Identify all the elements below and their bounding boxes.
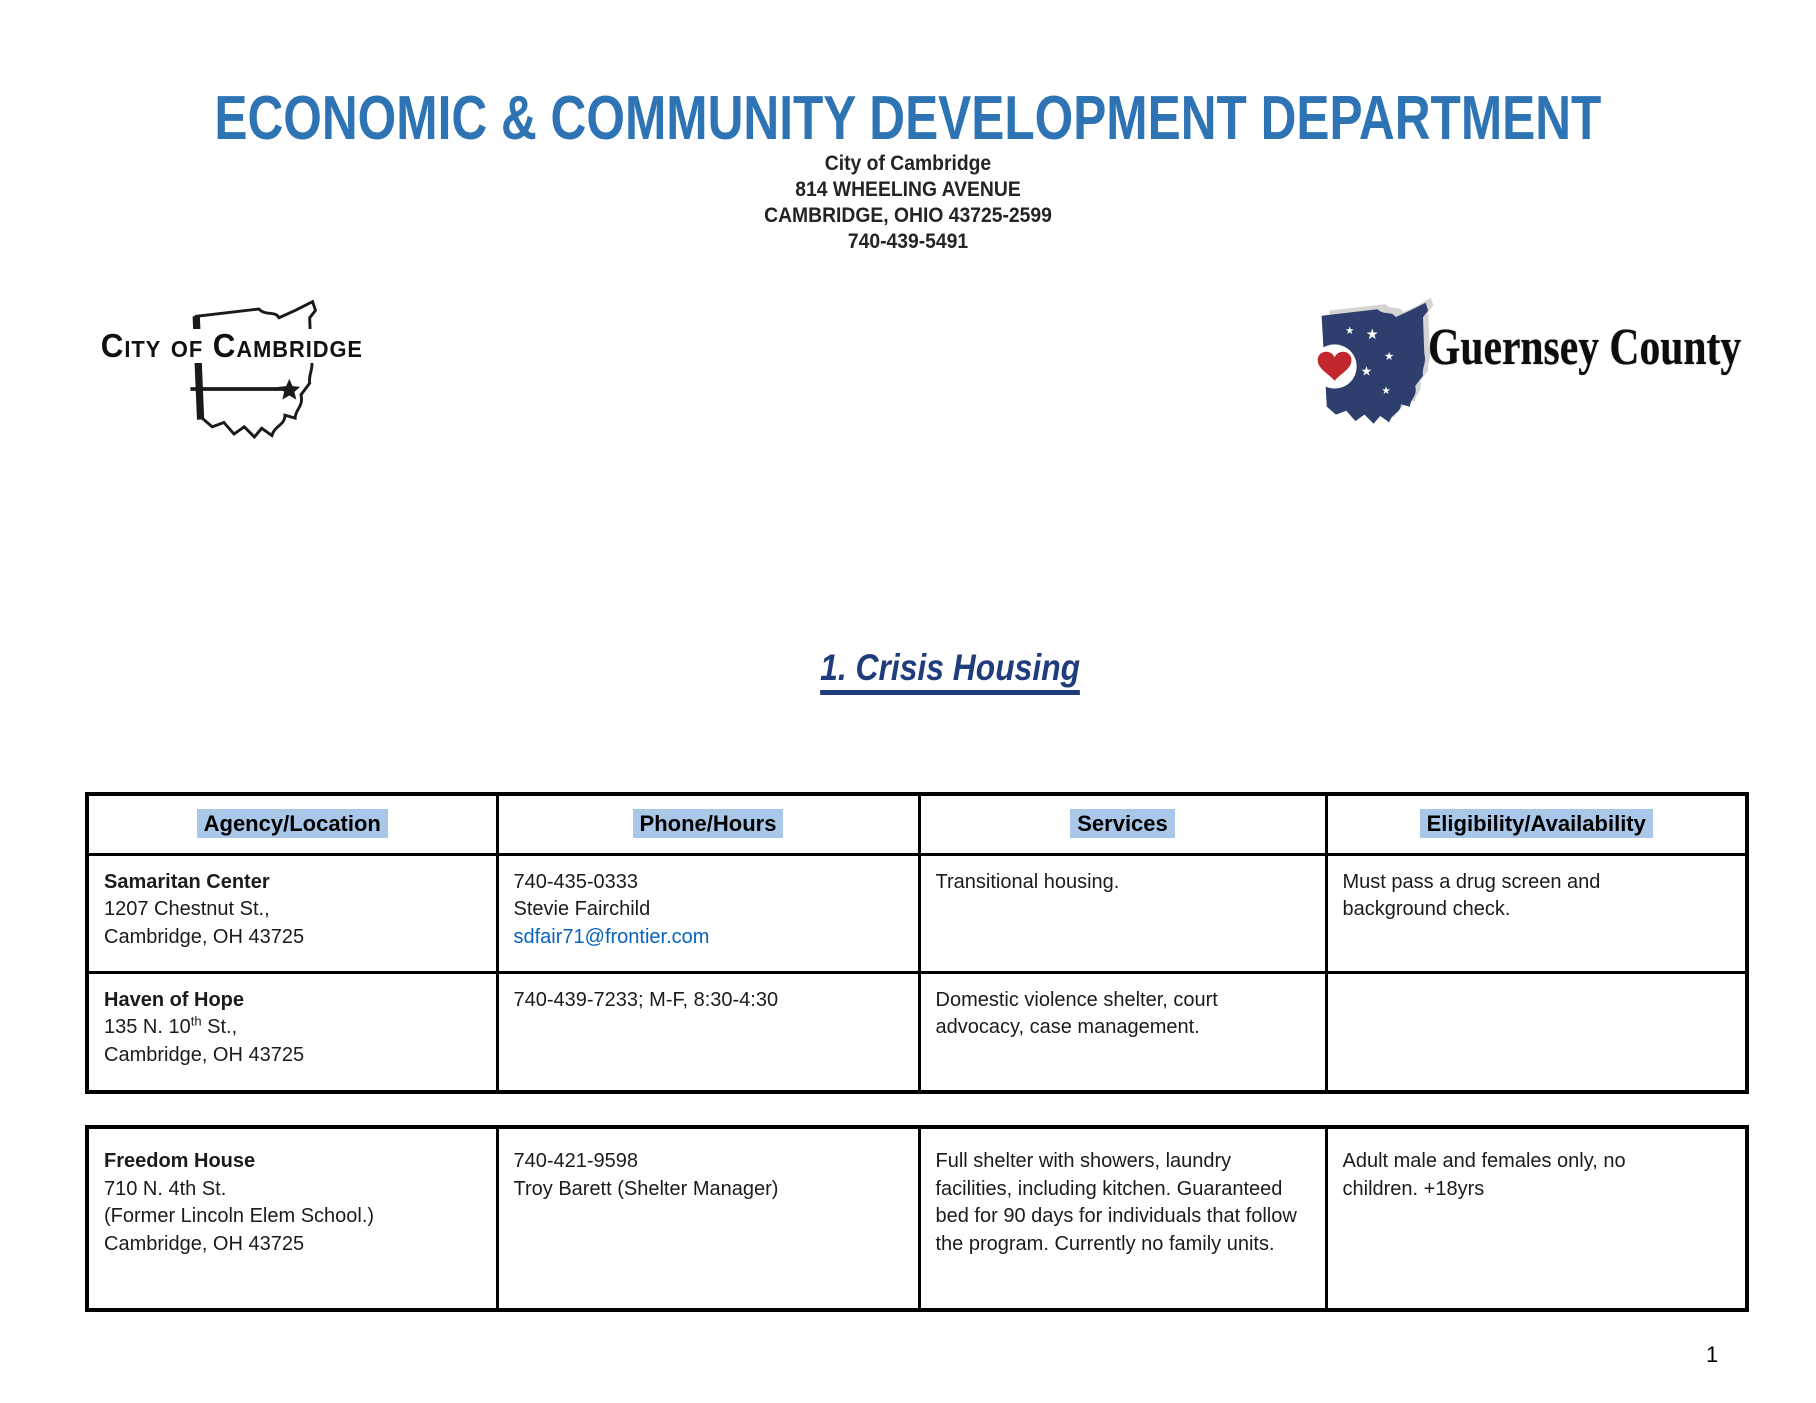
- ordinal-superscript: th: [190, 1013, 202, 1029]
- phone-number: 740-435-0333: [513, 870, 639, 893]
- eligibility-cell: [1326, 1127, 1747, 1310]
- agency-address-line: 135 N. 10th St.,: [104, 1013, 238, 1038]
- agency-address-line: 710 N. 4th St.: [104, 1177, 227, 1200]
- agency-address-line: 1207 Chestnut St.,: [104, 898, 270, 920]
- guernsey-county-logo: [1306, 294, 1756, 439]
- services-text: Transitional housing.: [935, 870, 1120, 893]
- document-title: ECONOMIC & COMMUNITY DEVELOPMENT DEPARTMENT: [214, 84, 1602, 153]
- eligibility-cell: [1326, 854, 1747, 972]
- services-text: Full shelter with showers, laundry facilities, including kitchen. Guaranteed bed for 90 days for individuals that follow the program. Currently no family units.: [935, 1150, 1297, 1255]
- agency-name: Samaritan Center: [104, 870, 270, 893]
- table-row-haven-of-hope: [87, 972, 1747, 1092]
- agency-address-line: Cambridge, OH 43725: [104, 1043, 305, 1066]
- services-text: Domestic violence shelter, court advocacy, case management.: [935, 988, 1218, 1038]
- agency-address-line: (Former Lincoln Elem School.): [104, 1205, 375, 1227]
- table-header-row: [87, 794, 1747, 854]
- eligibility-text: Adult male and females only, no children. +18yrs: [1342, 1150, 1626, 1200]
- document-title-row: [0, 84, 1816, 153]
- phone-number: 740-421-9598: [513, 1150, 639, 1172]
- eligibility-cell: [1326, 972, 1747, 1092]
- ohio-outline-icon: [164, 293, 339, 453]
- phone-number: 740-439-7233; M-F, 8:30-4:30: [513, 988, 779, 1011]
- section-heading: 1. Crisis Housing: [820, 648, 1080, 695]
- phone-cell: [497, 1127, 919, 1310]
- svg-text:★: ★: [1381, 385, 1391, 397]
- col-header-phone: Phone/Hours: [497, 794, 919, 854]
- department-address-block: [0, 151, 1816, 255]
- col-header-eligibility: Eligibility/Availability: [1326, 794, 1747, 854]
- contact-person: Stevie Fairchild: [513, 898, 651, 920]
- crisis-housing-table: [85, 792, 1749, 1094]
- services-cell: [919, 1127, 1326, 1310]
- email-link[interactable]: sdfair71@frontier.com: [513, 925, 710, 948]
- svg-text:★: ★: [1365, 327, 1379, 344]
- svg-text:★: ★: [1345, 326, 1355, 337]
- department-phone: 740-439-5491: [847, 230, 969, 253]
- city-state-zip: CAMBRIDGE, OHIO 43725-2599: [764, 204, 1052, 227]
- contact-person: Troy Barett (Shelter Manager): [513, 1177, 779, 1200]
- star-icon: [278, 379, 300, 400]
- phone-cell: [497, 854, 919, 972]
- agency-cell: [87, 972, 497, 1092]
- table-row-samaritan-center: [87, 854, 1747, 972]
- agency-address-line: Cambridge, OH 43725: [104, 1232, 305, 1255]
- agency-name: Haven of Hope: [104, 988, 245, 1011]
- crisis-housing-table-2: [85, 1125, 1749, 1312]
- org-name: City of Cambridge: [824, 152, 992, 175]
- phone-cell: [497, 972, 919, 1092]
- services-cell: [919, 972, 1326, 1092]
- guernsey-logo-text: Guernsey County: [1428, 319, 1742, 376]
- col-header-agency: Agency/Location: [87, 794, 497, 854]
- agency-name: Freedom House: [104, 1150, 256, 1172]
- cambridge-logo-text: City of Cambridge: [68, 329, 396, 363]
- ohio-flag-icon: [1306, 294, 1436, 439]
- page-number: 1: [1706, 1342, 1719, 1367]
- svg-text:★: ★: [1384, 350, 1395, 363]
- col-header-services: Services: [919, 794, 1326, 854]
- svg-text:★: ★: [1360, 363, 1373, 379]
- street-address: 814 WHEELING AVENUE: [795, 178, 1021, 201]
- eligibility-text: Must pass a drug screen and background check.: [1342, 870, 1601, 920]
- city-of-cambridge-logo: [68, 293, 413, 453]
- section-heading-row: [0, 648, 1816, 695]
- table-row-freedom-house: [87, 1127, 1747, 1310]
- agency-cell: [87, 854, 497, 972]
- agency-address-line: Cambridge, OH 43725: [104, 925, 305, 948]
- services-cell: [919, 854, 1326, 972]
- agency-cell: [87, 1127, 497, 1310]
